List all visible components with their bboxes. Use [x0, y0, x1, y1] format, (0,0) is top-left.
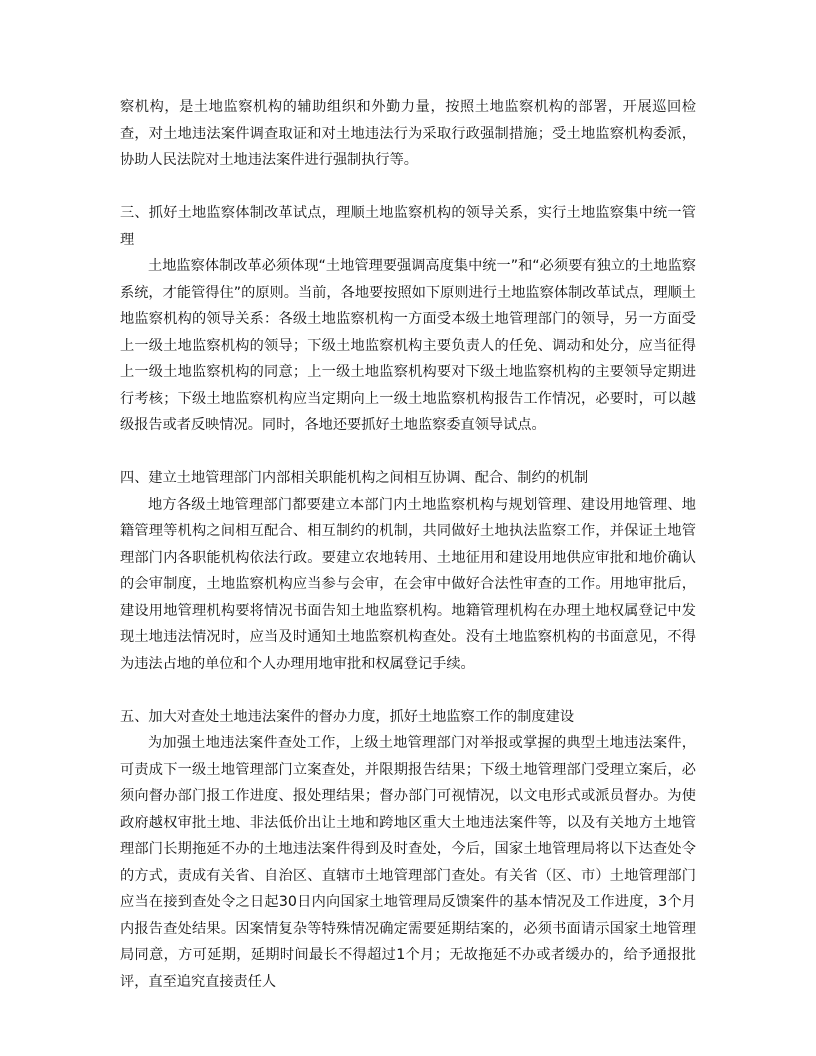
intro-paragraph: 察机构，是土地监察机构的辅助组织和外勤力量，按照土地监察机构的部署，开展巡回检查，对土地违法案件调查取证和对土地违法行为采取行政强制措施；受土地监察机构委派，协助人民法院对土地违法案件进行强制执行等。 — [120, 99, 696, 168]
paragraph-gap — [120, 174, 696, 201]
section-3-body: 土地监察体制改革必须体现“土地管理要强调高度集中统一”和“必须要有独立的土地监察系统，才能管得住”的原则。当前，各地要按照如下原则进行土地监察体制改革试点，理顺土地监察机构的领导关系：各级土地监察机构一方面受本级土地管理部门的领导，另一方面受上一级土地监察机构的领导；下级土地监察机构主要负责人的任免、调动和处分，应当征得上一级土地监察机构的同意；上一级土地监察机构要对下级土地监察机构的主要领导定期进行考核；下级土地监察机构应当定期向上一级土地监察机构报告工作情况，必要时，可以越级报告或者反映情况。同时，各地还要抓好土地监察委直领导试点。 — [120, 258, 696, 433]
section-4-heading: 四、建立土地管理部门内部相关职能机构之间相互协调、配合、制约的机制 — [120, 470, 589, 486]
section-4-body: 地方各级土地管理部门都要建立本部门内土地监察机构与规划管理、建设用地管理、地籍管理等机构之间相互配合、相互制约的机制，共同做好土地执法监察工作，并保证土地管理部门内各职能机构依法行政。要建立农地转用、土地征用和建设用地供应审批和地价确认的会审制度，土地监察机构应当参与会审，在会审中做好合法性审查的工作。用地审批后，建设用地管理机构要将情况书面告知土地监察机构。地籍管理机构在办理土地权属登记中发现土地违法情况时，应当及时通知土地监察机构查处。没有土地监察机构的书面意见，不得为违法占地的单位和个人办理用地审批和权属登记手续。 — [120, 496, 696, 672]
paragraph-gap — [120, 439, 696, 466]
paragraph-gap — [120, 677, 696, 704]
section-5-heading: 五、加大对查处土地违法案件的督办力度，抓好土地监察工作的制度建设 — [120, 708, 575, 725]
document-page — [120, 94, 696, 995]
section-3-heading: 三、抓好土地监察体制改革试点，理顺土地监察机构的领导关系，实行土地监察集中统一管理 — [120, 205, 696, 248]
section-5-body: 为加强土地违法案件查处工作，上级土地管理部门对举报或掌握的典型土地违法案件，可责成下一级土地管理部门立案查处，并限期报告结果；下级土地管理部门受理立案后，必须向督办部门报工作进度、报处理结果；督办部门可视情况，以文电形式或派员督办。为使政府越权审批土地、非法低价出让土地和跨地区重大土地违法案件等，以及有关地方土地管理部门长期拖延不办的土地违法案件得到及时查处，今后，国家土地管理局将以下达查处令的方式，责成有关省、自治区、直辖市土地管理部门查处。有关省（区、市）土地管理部门应当在接到查处令之日起30日内向国家土地管理局反馈案件的基本情况及工作进度，3个月内报告查处结果。因案情复杂等特殊情况确定需要延期结案的，必须书面请示国家土地管理局同意，方可延期，延期时间最长不得超过1个月；无故拖延不办或者缓办的，给予通报批评，直至追究直接责任人 — [120, 735, 696, 990]
